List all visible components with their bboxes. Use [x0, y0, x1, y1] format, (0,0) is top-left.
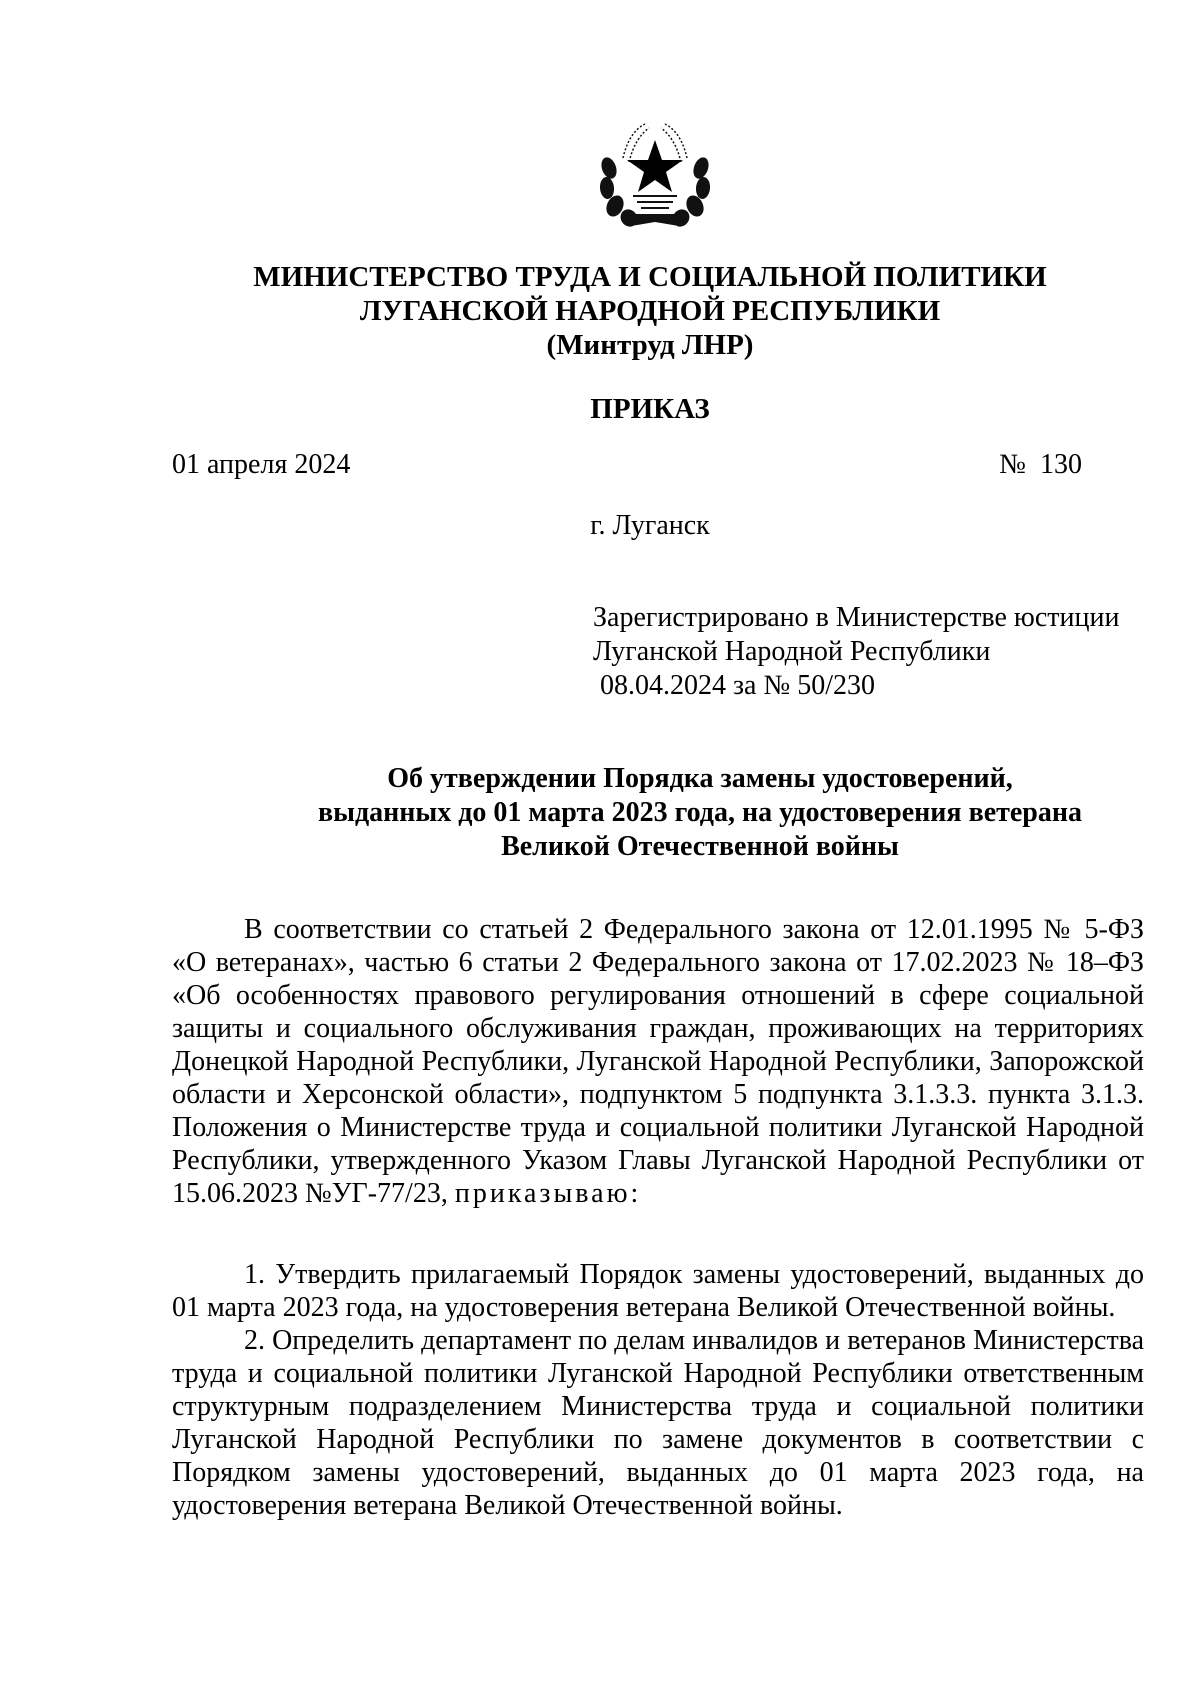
subject-line1: Об утверждении Порядка замены удостоверений, — [387, 763, 1013, 794]
order-verb: приказываю: — [454, 1178, 642, 1209]
order-item-2: 2. Определить департамент по делам инвалидов и ветеранов Министерства труда и социальной политики Луганской Народной Республики ответственным структурным подразделением Министерства труда и социальной политики Луганской Народной Республики по замене документов в соответствии с Порядком замены удостоверений, выданных до 01 марта 2023 года, на удостоверения ветерана Великой Отечественной войны. — [172, 1325, 1144, 1521]
ministry-short-name: (Минтруд ЛНР) — [546, 329, 754, 361]
subject-line2: выданных до 01 марта 2023 года, на удостоверения ветерана — [317, 797, 1083, 828]
order-items — [172, 1258, 1144, 1522]
order-number: № 130 — [999, 449, 1082, 480]
subject-line3: Великой Отечественной войны — [501, 831, 899, 862]
registration-line3: 08.04.2024 за № 50/230 — [600, 670, 875, 701]
order-date: 01 апреля 2024 — [172, 449, 351, 480]
star-coat-of-arms-icon — [595, 118, 715, 230]
order-subject — [200, 762, 1200, 864]
registration-line2: Луганской Народной Республики — [593, 636, 991, 667]
order-city: г. Луганск — [590, 510, 710, 541]
registration-line1: Зарегистрировано в Министерстве юстиции — [593, 602, 1120, 633]
order-item-1: 1. Утвердить прилагаемый Порядок замены удостоверений, выданных до 01 марта 2023 года, на удостоверения ветерана Великой Отечественной войны. — [172, 1259, 1144, 1323]
order-title: ПРИКАЗ — [590, 393, 710, 425]
preamble — [172, 913, 1144, 1210]
ministry-name-line1: МИНИСТЕРСТВО ТРУДА И СОЦИАЛЬНОЙ ПОЛИТИКИ — [253, 261, 1047, 293]
registration-note — [593, 601, 1119, 703]
preamble-text: В соответствии со статьей 2 Федерального закона от 12.01.1995 № 5-ФЗ «О ветеранах», частью 6 статьи 2 Федерального закона от 17.02.2023 № 18–ФЗ «Об особенностях правового регулирования отношений в сфере социальной защиты и социального обслуживания граждан, проживающих на территориях Донецкой Народной Республики, Луганской Народной Республики, Запорожской области и Херсонской области», подпунктом 5 подпункта 3.1.3.3. пункта 3.1.3. Положения о Министерстве труда и социальной политики Луганской Народной Республики, утвержденного Указом Главы Луганской Народной Республики от 15.06.2023 №УГ-77/23, — [172, 914, 1144, 1209]
ministry-header — [150, 260, 1150, 362]
preamble-paragraph — [172, 913, 1144, 1210]
ministry-name-line2: ЛУГАНСКОЙ НАРОДНОЙ РЕСПУБЛИКИ — [359, 295, 941, 327]
